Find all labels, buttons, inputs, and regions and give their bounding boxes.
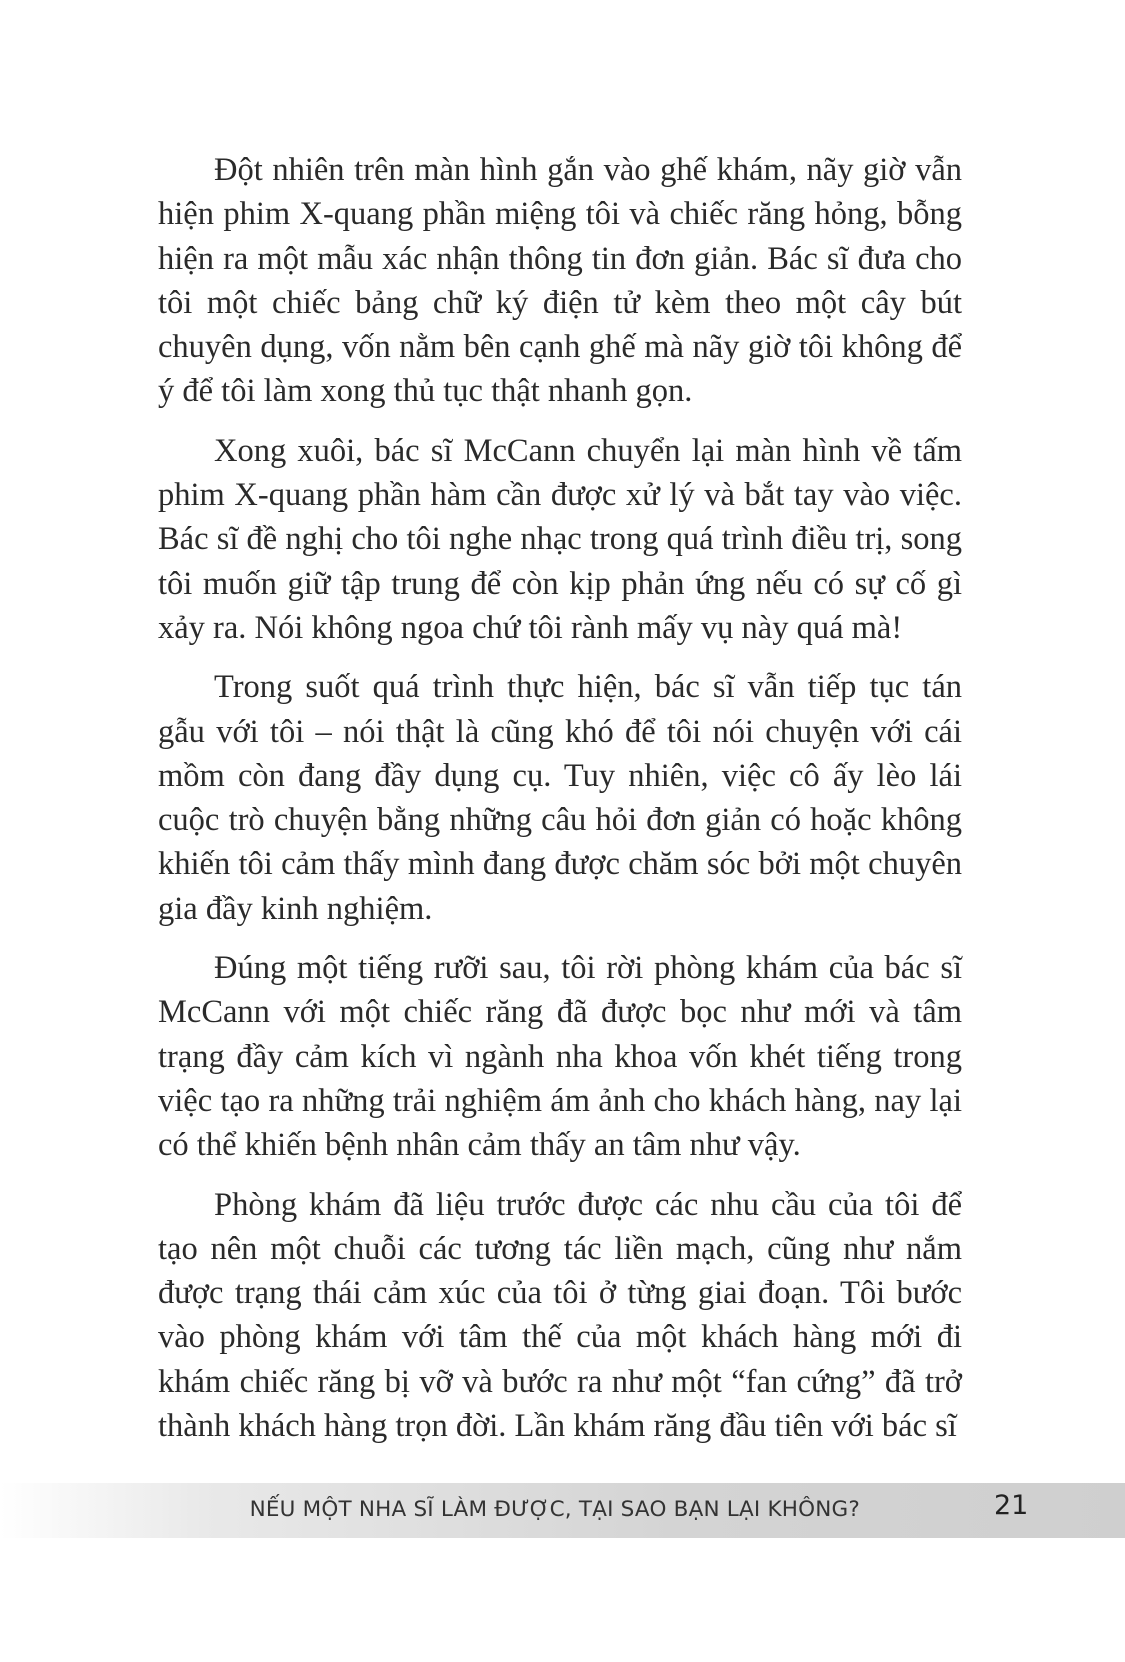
- page-number: 21: [994, 1490, 1029, 1521]
- running-title: NẾU MỘT NHA SĨ LÀM ĐƯỢC, TẠI SAO BẠN LẠI KHÔNG?: [249, 1497, 860, 1522]
- paragraph: Đúng một tiếng rưỡi sau, tôi rời phòng khám của bác sĩ McCann với một chiếc răng đã được bọc như mới và tâm trạng đầy cảm kích vì ngành nha khoa vốn khét tiếng trong việc tạo ra những trải nghiệm ám ảnh cho khách hàng, nay lại có thể khiến bệnh nhân cảm thấy an tâm như vậy.: [158, 950, 962, 1164]
- paragraph: Trong suốt quá trình thực hiện, bác sĩ vẫn tiếp tục tán gẫu với tôi – nói thật là cũng khó để tôi nói chuyện với cái mồm còn đang đầy dụng cụ. Tuy nhiên, việc cô ấy lèo lái cuộc trò chuyện bằng những câu hỏi đơn giản có hoặc không khiến tôi cảm thấy mình đang được chăm sóc bởi một chuyên gia đầy kinh nghiệm.: [158, 669, 962, 927]
- body-text: [158, 148, 962, 1463]
- paragraph: Đột nhiên trên màn hình gắn vào ghế khám, nãy giờ vẫn hiện phim X-quang phần miệng tôi và chiếc răng hỏng, bỗng hiện ra một mẫu xác nhận thông tin đơn giản. Bác sĩ đưa cho tôi một chiếc bảng chữ ký điện tử kèm theo một cây bút chuyên dụng, vốn nằm bên cạnh ghế mà nãy giờ tôi không để ý để tôi làm xong thủ tục thật nhanh gọn.: [158, 152, 962, 410]
- paragraph: Xong xuôi, bác sĩ McCann chuyển lại màn hình về tấm phim X-quang phần hàm cần được xử lý và bắt tay vào việc. Bác sĩ đề nghị cho tôi nghe nhạc trong quá trình điều trị, song tôi muốn giữ tập trung để còn kịp phản ứng nếu có sự cố gì xảy ra. Nói không ngoa chứ tôi rành mấy vụ này quá mà!: [158, 432, 962, 646]
- paragraph: Phòng khám đã liệu trước được các nhu cầu của tôi để tạo nên một chuỗi các tương tác liền mạch, cũng như nắm được trạng thái cảm xúc của tôi ở từng giai đoạn. Tôi bước vào phòng khám với tâm thế của một khách hàng mới đi khám chiếc răng bị vỡ và bước ra như một “fan cứng” đã trở thành khách hàng trọn đời. Lần khám răng đầu tiên với bác sĩ: [158, 1186, 962, 1445]
